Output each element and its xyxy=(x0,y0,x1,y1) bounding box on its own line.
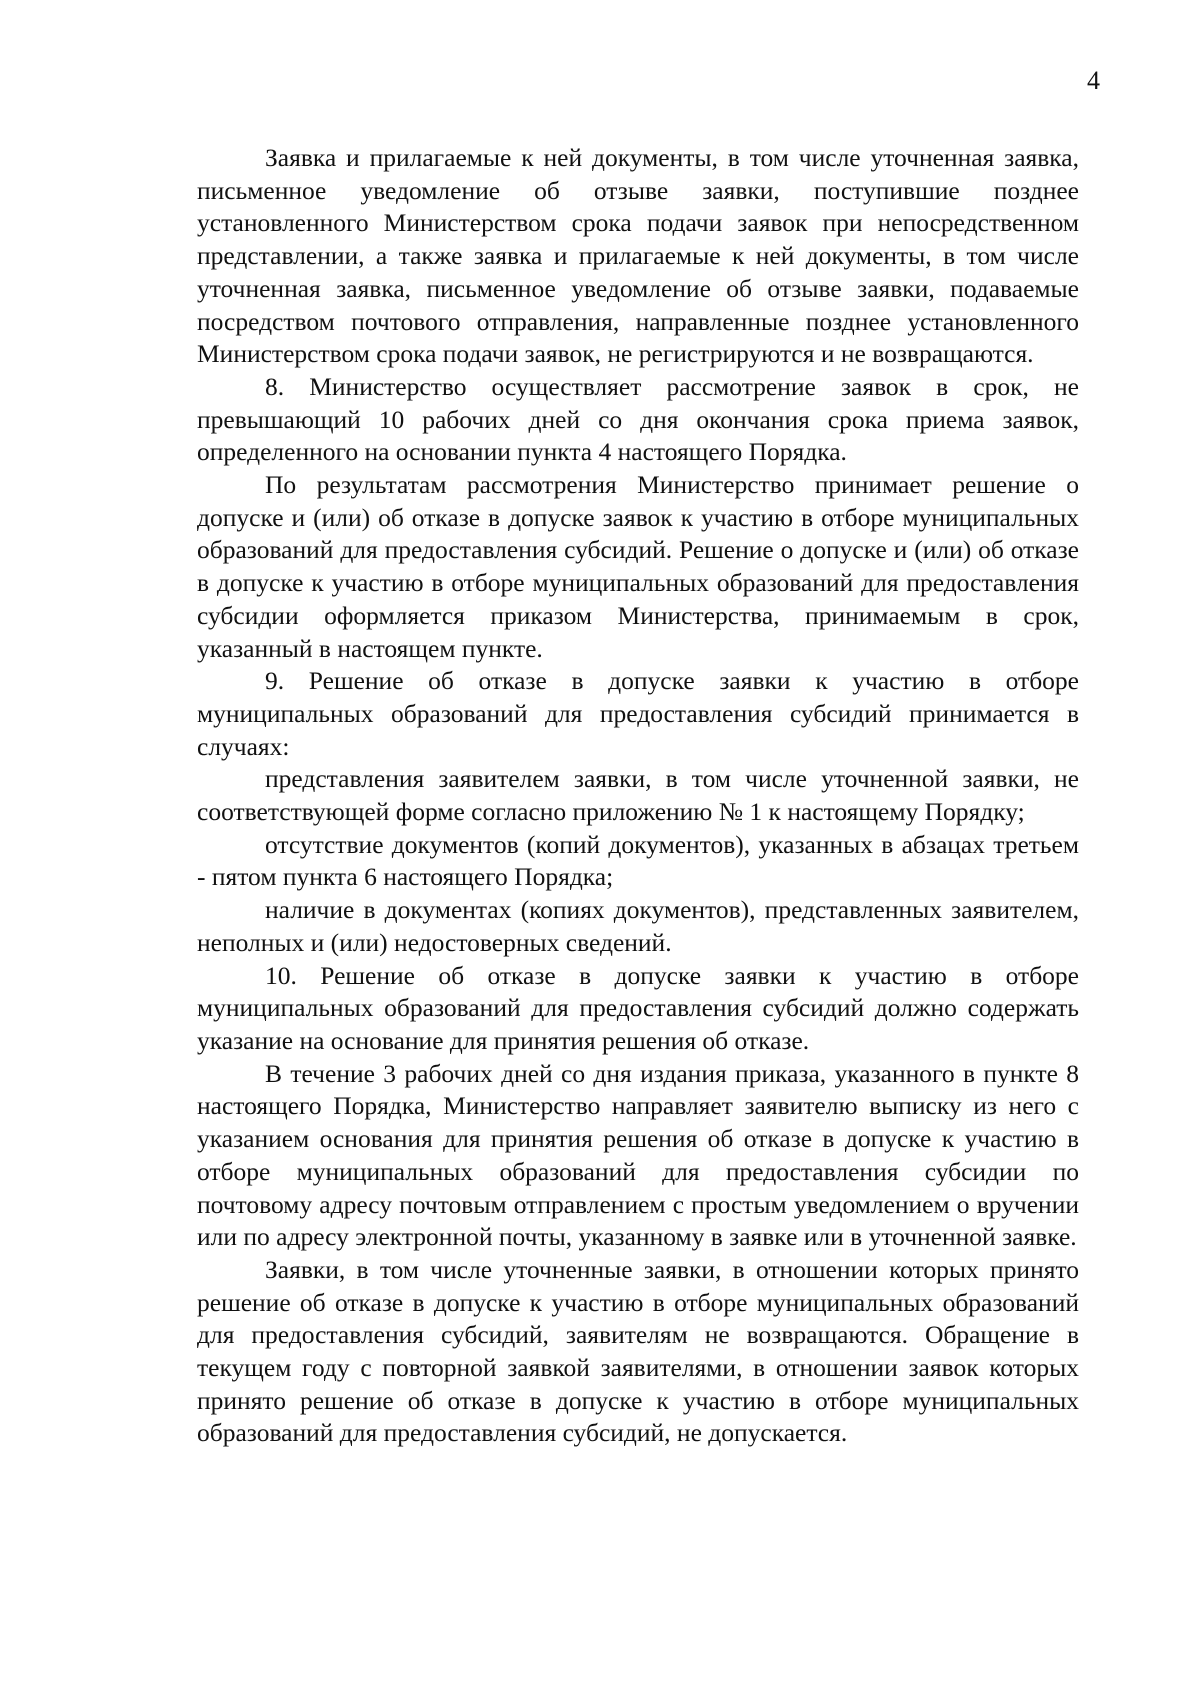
paragraph: В течение 3 рабочих дней со дня издания приказа, указанного в пункте 8 настоящего Порядка, Министерство направляет заявителю выписку из него с указанием основания для принятия решения об отказе в допуске к участию в отборе муниципальных образований для предоставления субсидии по почтовому адресу почтовым отправлением с простым уведомлением о вручении или по адресу электронной почты, указанному в заявке или в уточненной заявке. xyxy=(197,1058,1079,1252)
paragraph: 9. Решение об отказе в допуске заявки к участию в отборе муниципальных образований для предоставления субсидий принимается в случаях: xyxy=(197,666,1079,761)
paragraph: отсутствие документов (копий документов), указанных в абзацах третьем - пятом пункта 6 настоящего Порядка; xyxy=(197,829,1079,892)
page-number: 4 xyxy=(1087,66,1100,95)
paragraph: Заявка и прилагаемые к ней документы, в том числе уточненная заявка, письменное уведомление об отзыве заявки, поступившие позднее установленного Министерством срока подачи заявок при непосредственном представлении, а также заявка и прилагаемые к ней документы, в том числе уточненная заявка, письменное уведомление об отзыве заявки, подаваемые посредством почтового отправления, направленные позднее установленного Министерством срока подачи заявок, не регистрируются и не возвращаются. xyxy=(197,143,1079,369)
paragraph: представления заявителем заявки, в том числе уточненной заявки, не соответствующей форме согласно приложению № 1 к настоящему Порядку; xyxy=(197,764,1079,827)
paragraph: 10. Решение об отказе в допуске заявки к участию в отборе муниципальных образований для предоставления субсидий должно содержать указание на основание для принятия решения об отказе. xyxy=(197,960,1079,1055)
paragraph: Заявки, в том числе уточненные заявки, в отношении которых принято решение об отказе в допуске к участию в отборе муниципальных образований для предоставления субсидий, заявителям не возвращаются. Обращение в текущем году с повторной заявкой заявителями, в отношении заявок которых принято решение об отказе в допуске к участию в отборе муниципальных образований для предоставления субсидий, не допускается. xyxy=(197,1254,1079,1448)
paragraph: 8. Министерство осуществляет рассмотрение заявок в срок, не превышающий 10 рабочих дней со дня окончания срока приема заявок, определенного на основании пункта 4 настоящего Порядка. xyxy=(197,371,1079,467)
document-body xyxy=(197,142,1079,1450)
paragraph: наличие в документах (копиях документов), представленных заявителем, неполных и (или) недостоверных сведений. xyxy=(197,895,1079,957)
paragraph: По результатам рассмотрения Министерство принимает решение о допуске и (или) об отказе в допуске заявок к участию в отборе муниципальных образований для предоставления субсидий. Решение о допуске и (или) об отказе в допуске к участию в отборе муниципальных образований для предоставления субсидии оформляется приказом Министерства, принимаемым в срок, указанный в настоящем пункте. xyxy=(197,470,1079,663)
